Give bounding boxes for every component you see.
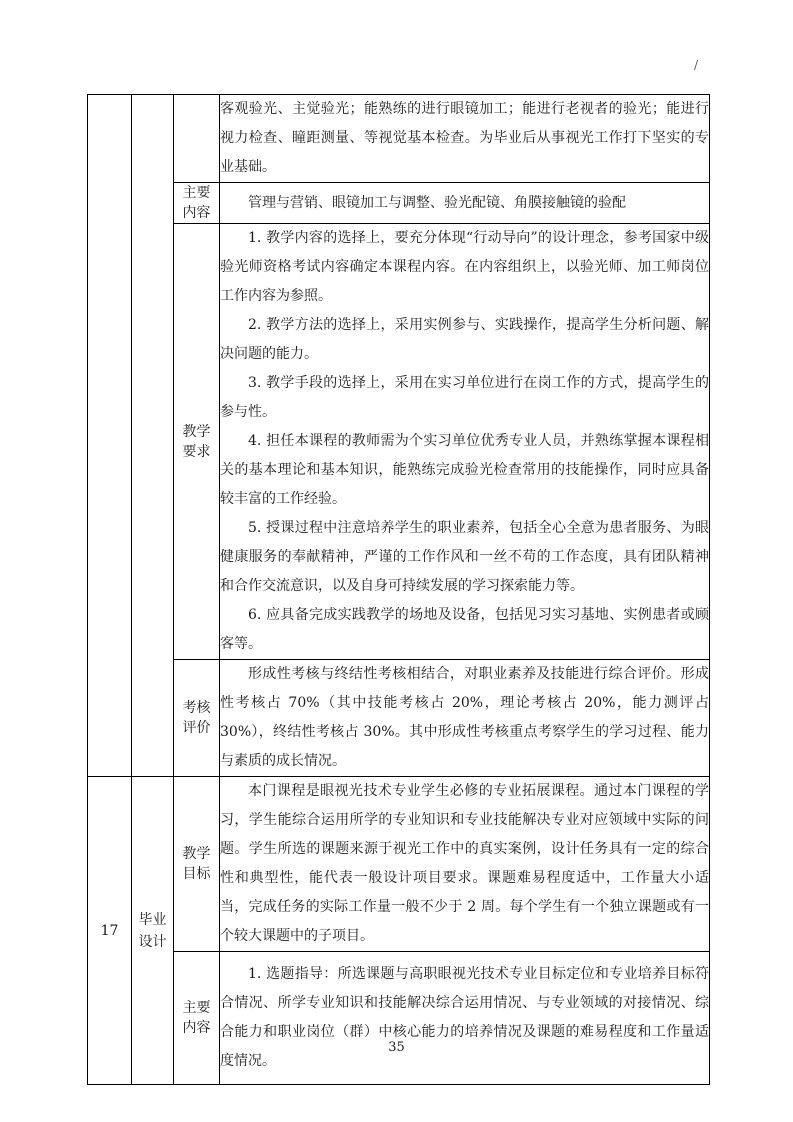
header-corner-mark: / bbox=[694, 58, 699, 72]
content-cell bbox=[220, 95, 710, 183]
requirement-item: 1. 教学内容的选择上，要充分体现“行动导向”的设计理念，参考国家中级验光师资格考试内容确定本课程内容。在内容组织上，以验光师、加工师岗位工作内容为参照。 bbox=[220, 230, 709, 304]
course-number-cell bbox=[88, 95, 132, 777]
content-cell bbox=[220, 183, 710, 224]
course-name-cell bbox=[132, 95, 174, 777]
main-content-text: 管理与营销、眼镜加工与调整、验光配镜、角膜接触镜的验配 bbox=[248, 194, 626, 211]
page-number: 35 bbox=[388, 1040, 405, 1055]
assessment-label: 考核评价 bbox=[182, 700, 211, 736]
label-cell bbox=[174, 660, 220, 777]
requirement-item: 3. 教学手段的选择上，采用在实习单位进行在岗工作的方式，提高学生的参与性。 bbox=[220, 375, 709, 420]
teaching-requirements-label: 教学要求 bbox=[182, 423, 211, 460]
table-row bbox=[88, 224, 710, 660]
main-content-label: 主要内容 bbox=[182, 1000, 211, 1036]
label-cell bbox=[174, 777, 220, 952]
content-cell bbox=[220, 660, 710, 777]
content-cell bbox=[220, 224, 710, 660]
table-row bbox=[88, 777, 710, 952]
course-number: 17 bbox=[100, 922, 119, 939]
content-cell bbox=[220, 777, 710, 952]
requirement-item: 2. 教学方法的选择上，采用实例参与、实践操作，提高学生分析问题、解决问题的能力。 bbox=[220, 317, 709, 362]
label-cell bbox=[174, 95, 220, 183]
label-cell bbox=[174, 183, 220, 224]
course-name-cell bbox=[132, 777, 174, 1085]
course-table bbox=[87, 94, 710, 1085]
table-row bbox=[88, 660, 710, 777]
table-row bbox=[88, 952, 710, 1085]
course-name: 毕业设计 bbox=[138, 911, 167, 950]
label-cell bbox=[174, 952, 220, 1085]
main-content-text: 1. 选题指导：所选课题与高职眼视光技术专业目标定位和专业培养目标符合情况、所学专业知识和技能解决综合运用情况、与专业领域的对接情况、综合能力和职业岗位（群）中核心能力的培养情况及课题的难易程度和工作量适度情况。 bbox=[220, 966, 709, 1069]
requirement-item: 4. 担任本课程的教师需为个实习单位优秀专业人员，并熟练掌握本课程相关的基本理论和基本知识，能熟练完成验光检查常用的技能操作，同时应具备较丰富的工作经验。 bbox=[220, 433, 709, 507]
content-cell bbox=[220, 952, 710, 1085]
course-number-cell bbox=[88, 777, 132, 1085]
teaching-goal-label: 教学目标 bbox=[182, 846, 211, 882]
assessment-text: 形成性考核与终结性考核相结合，对职业素养及技能进行综合评价。形成性考核占 70%（其中技能考核占 20%，理论考核占 20%，能力测评占 30%），终结性考核占 30%。其中形成性考核重点考察学生的学习过程、能力与素质的成长情况。 bbox=[220, 666, 709, 769]
continued-text: 客观验光、主觉验光；能熟练的进行眼镜加工；能进行老视者的验光；能进行视力检查、瞳距测量、等视觉基本检查。为毕业后从事视光工作打下坚实的专业基础。 bbox=[220, 101, 709, 175]
requirement-item: 5. 授课过程中注意培养学生的职业素养，包括全心全意为患者服务、为眼健康服务的奉献精神，严谨的工作作风和一丝不苟的工作态度，具有团队精神和合作交流意识，以及自身可持续发展的学习探索能力等。 bbox=[220, 520, 709, 594]
requirement-item: 6. 应具备完成实践教学的场地及设备，包括见习实习基地、实例患者或顾客等。 bbox=[220, 607, 709, 652]
main-content-label: 主要内容 bbox=[182, 185, 211, 221]
table-row bbox=[88, 183, 710, 224]
table-row bbox=[88, 95, 710, 183]
label-cell bbox=[174, 224, 220, 660]
teaching-goal-text: 本门课程是眼视光技术专业学生必修的专业拓展课程。通过本门课程的学习，学生能综合运用所学的专业知识和专业技能解决专业对应领域中实际的问题。学生所选的课题来源于视光工作中的真实案例，设计任务具有一定的综合性和典型性，能代表一般设计项目要求。课题难易程度适中，工作量大小适当，完成任务的实际工作量一般不少于 2 周。每个学生有一个独立课题或有一个较大课题中的子项目。 bbox=[220, 783, 709, 944]
